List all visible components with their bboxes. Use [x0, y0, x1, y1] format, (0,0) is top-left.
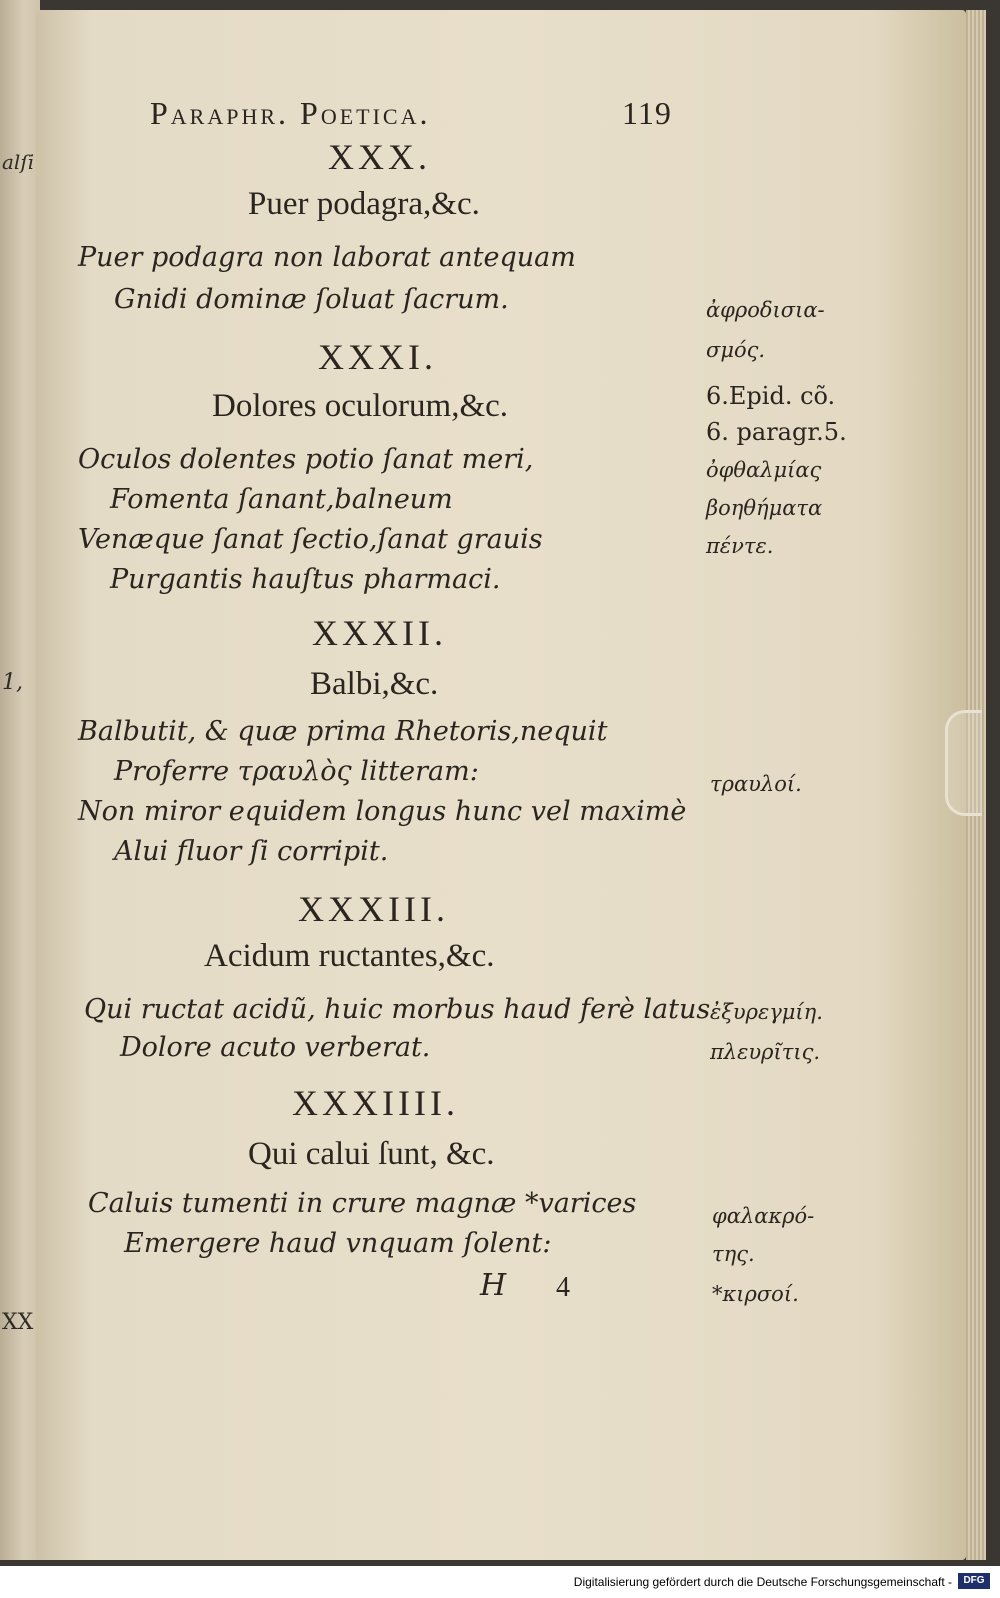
- verse-line: Venæque ſanat ſectio,ſanat grauis: [78, 524, 543, 555]
- verse-line: Fomenta ſanant,balneum: [110, 484, 453, 515]
- section-title: Puer podagra,&c.: [248, 186, 480, 222]
- marginal-note: *κιρσοί.: [712, 1282, 799, 1306]
- section-numeral: XXXII.: [312, 613, 447, 653]
- verse-line: Oculos dolentes potio ſanat meri,: [78, 444, 534, 475]
- signature-mark: H: [480, 1268, 507, 1303]
- marginal-note: ἐξυρεγμίη.: [710, 1000, 823, 1024]
- running-title: Paraphr. Poetica.: [150, 95, 431, 131]
- verse-line: Purgantis hauſtus pharmaci.: [110, 564, 501, 595]
- marginal-note: 6. paragr.5.: [706, 418, 847, 446]
- section-title: Balbi,&c.: [310, 666, 439, 702]
- verse-line: Balbutit, & quæ prima Rhetoris,nequit: [78, 716, 608, 747]
- dfg-logo-icon: DFG: [958, 1573, 990, 1589]
- section-numeral: XXX.: [328, 137, 431, 177]
- marginal-note: σμός.: [706, 338, 766, 362]
- marginal-note: φαλακρό-: [712, 1204, 815, 1228]
- facing-page-fragment: alſi: [2, 150, 35, 174]
- marginal-note: της.: [712, 1242, 755, 1266]
- signature-number: 4: [556, 1272, 570, 1303]
- section-title: Acidum ructantes,&c.: [204, 938, 495, 974]
- footer-bar: [0, 1566, 1000, 1598]
- verse-line: Non miror equidem longus hunc vel maximè: [78, 796, 687, 827]
- marginal-note: ἀφροδισια-: [706, 298, 825, 322]
- marginal-note: 6.Epid. cõ.: [706, 382, 836, 410]
- verse-line: Proferre τραυλὸς litteram:: [114, 756, 479, 787]
- section-numeral: XXXIIII.: [292, 1083, 459, 1123]
- marginal-note: βοηθήματα: [706, 496, 823, 520]
- marginal-note: τραυλοί.: [710, 772, 802, 796]
- book-clasp: [945, 710, 982, 816]
- marginal-note: πλευρῖτις.: [710, 1040, 821, 1064]
- facing-page-edge: [0, 0, 40, 1560]
- page-number: 119: [622, 95, 672, 131]
- verse-line: Alui fluor ſi corripit.: [114, 836, 389, 867]
- verse-line: Dolore acuto verberat.: [120, 1032, 431, 1063]
- verse-line: Caluis tumenti in crure magnæ *varices: [88, 1188, 637, 1219]
- section-numeral: XXXI.: [318, 337, 437, 377]
- verse-line: Gnidi dominæ ſoluat ſacrum.: [114, 284, 509, 315]
- facing-page-fragment: 1,: [2, 670, 23, 695]
- section-numeral: XXXIII.: [298, 889, 449, 929]
- footer-credit: Digitalisierung gefördert durch die Deutsche Forschungsgemeinschaft -: [573, 1575, 952, 1589]
- facing-page-fragment: XX: [2, 1310, 34, 1335]
- marginal-note: πέντε.: [706, 534, 774, 558]
- section-title: Qui calui ſunt, &c.: [248, 1136, 495, 1172]
- verse-line: Emergere haud vnquam ſolent:: [124, 1228, 552, 1259]
- verse-line: Puer podagra non laborat antequam: [78, 242, 576, 273]
- section-title: Dolores oculorum,&c.: [212, 388, 509, 424]
- marginal-note: ὀφθαλμίας: [706, 458, 822, 482]
- verse-line: Qui ructat acidũ, huic morbus haud ferè latus: [84, 994, 711, 1025]
